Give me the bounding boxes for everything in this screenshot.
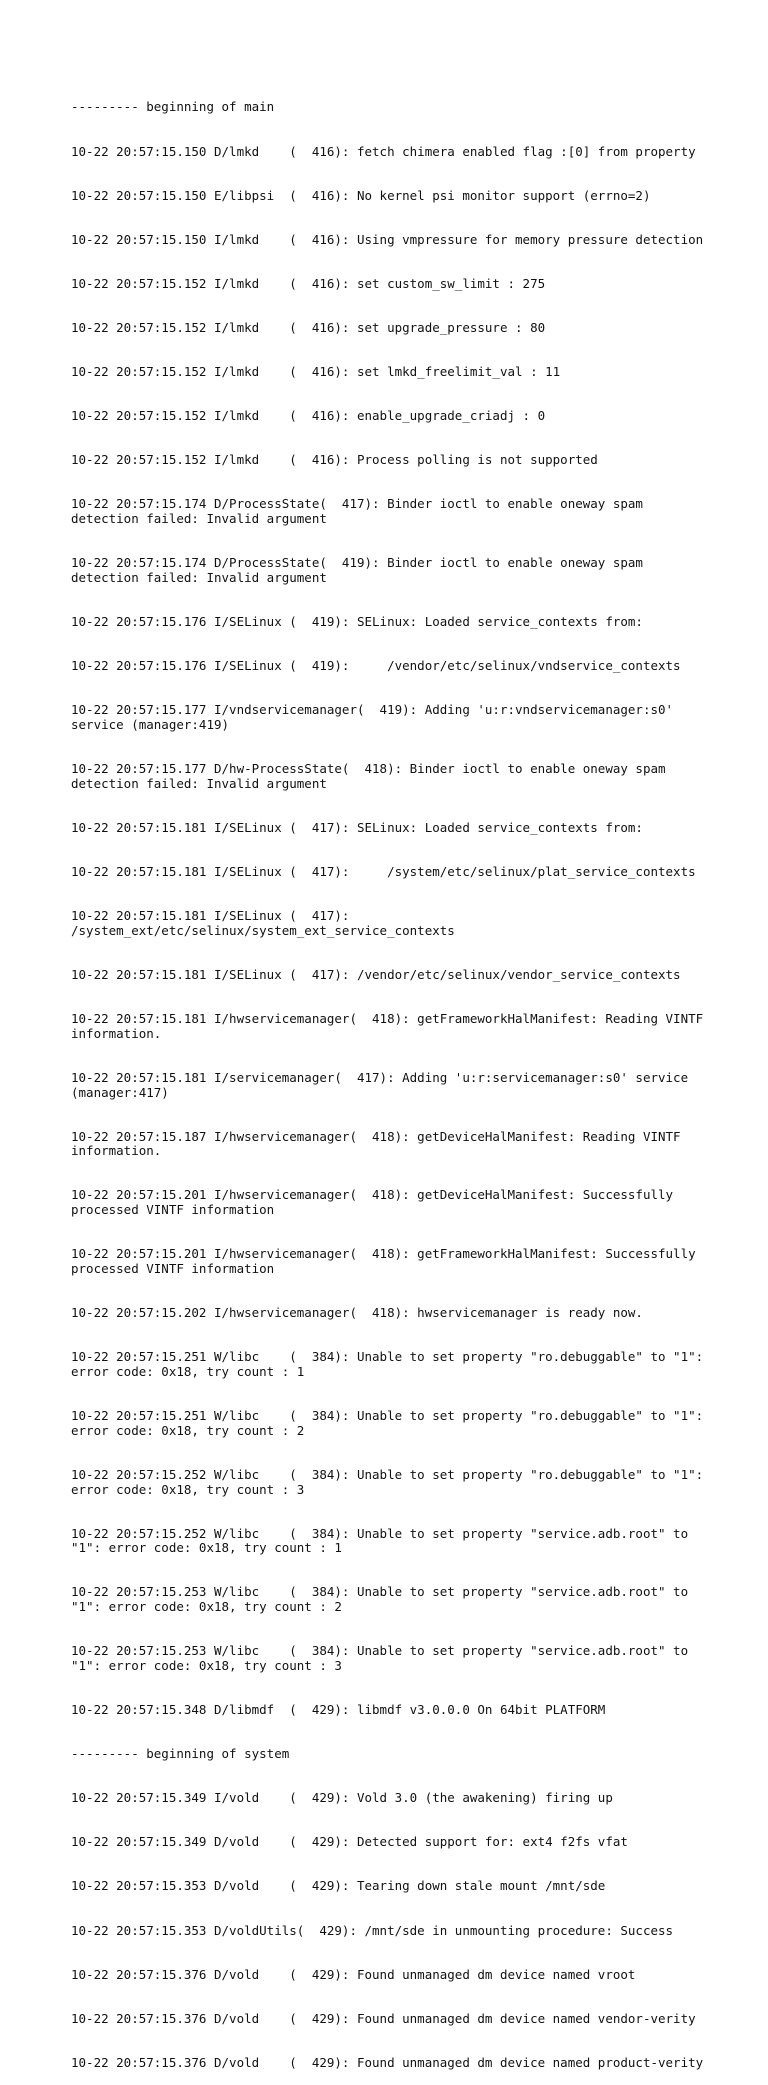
log-line: 10-22 20:57:15.181 I/servicemanager( 417): Adding 'u:r:servicemanager:s0' service (manager:417) xyxy=(71,1069,696,1100)
log-separator: --------- beginning of system xyxy=(71,1746,290,1762)
log-line: 10-22 20:57:15.174 D/ProcessState( 419): Binder ioctl to enable oneway spam detection failed: Invalid argument xyxy=(71,555,651,585)
log-line: 10-22 20:57:15.150 E/libpsi ( 416): No kernel psi monitor support (errno=2) xyxy=(71,187,651,203)
log-line: 10-22 20:57:15.177 D/hw-ProcessState( 418): Binder ioctl to enable oneway spam detection failed: Invalid argument xyxy=(71,761,674,791)
log-line: 10-22 20:57:15.251 W/libc ( 384): Unable to set property "ro.debuggable" to "1": error code: 0x18, try count : 2 xyxy=(71,1407,711,1438)
log-line: 10-22 20:57:15.353 D/voldUtils( 429): /mnt/sde in unmounting procedure: Success xyxy=(71,1922,674,1938)
log-line: 10-22 20:57:15.152 I/lmkd ( 416): set lmkd_freelimit_val : 11 xyxy=(71,364,561,380)
log-line: 10-22 20:57:15.181 I/SELinux ( 417): /system/etc/selinux/plat_service_contexts xyxy=(71,863,696,879)
log-line: 10-22 20:57:15.150 D/lmkd ( 416): fetch chimera enabled flag :[0] from property xyxy=(71,143,696,159)
log-line: 10-22 20:57:15.252 W/libc ( 384): Unable to set property "ro.debuggable" to "1": error code: 0x18, try count : 3 xyxy=(71,1466,711,1497)
log-line: 10-22 20:57:15.376 D/vold ( 429): Found unmanaged dm device named vendor-verity xyxy=(71,2010,696,2026)
log-line: 10-22 20:57:15.152 I/lmkd ( 416): set upgrade_pressure : 80 xyxy=(71,319,546,335)
log-line: 10-22 20:57:15.176 I/SELinux ( 419): /vendor/etc/selinux/vndservice_contexts xyxy=(71,658,681,674)
log-line: 10-22 20:57:15.181 I/SELinux ( 417): /vendor/etc/selinux/vendor_service_contexts xyxy=(71,966,681,982)
log-output xyxy=(71,71,711,2085)
log-line: 10-22 20:57:15.181 I/SELinux ( 417): SELinux: Loaded service_contexts from: xyxy=(71,819,643,835)
log-line: 10-22 20:57:15.252 W/libc ( 384): Unable to set property "service.adb.root" to "1": error code: 0x18, try count : 1 xyxy=(71,1525,696,1556)
log-line: 10-22 20:57:15.152 I/lmkd ( 416): enable_upgrade_criadj : 0 xyxy=(71,408,546,424)
log-line: 10-22 20:57:15.177 I/vndservicemanager( 419): Adding 'u:r:vndservicemanager:s0' service (manager:419) xyxy=(71,702,681,732)
log-line: 10-22 20:57:15.174 D/ProcessState( 417): Binder ioctl to enable oneway spam detection failed: Invalid argument xyxy=(71,496,651,527)
log-line: 10-22 20:57:15.201 I/hwservicemanager( 418): getFrameworkHalManifest: Successfully processed VINTF information xyxy=(71,1246,704,1276)
log-line: 10-22 20:57:15.253 W/libc ( 384): Unable to set property "service.adb.root" to "1": error code: 0x18, try count : 3 xyxy=(71,1643,696,1673)
log-line: 10-22 20:57:15.152 I/lmkd ( 416): Process polling is not supported xyxy=(71,452,598,468)
log-line: 10-22 20:57:15.253 W/libc ( 384): Unable to set property "service.adb.root" to "1": error code: 0x18, try count : 2 xyxy=(71,1584,696,1615)
log-line: 10-22 20:57:15.187 I/hwservicemanager( 418): getDeviceHalManifest: Reading VINTF information. xyxy=(71,1128,689,1159)
log-line: 10-22 20:57:15.152 I/lmkd ( 416): set custom_sw_limit : 275 xyxy=(71,275,546,291)
log-line: 10-22 20:57:15.349 I/vold ( 429): Vold 3.0 (the awakening) firing up xyxy=(71,1790,613,1806)
log-line: 10-22 20:57:15.376 D/vold ( 429): Found unmanaged dm device named vroot xyxy=(71,1966,636,1982)
log-line: 10-22 20:57:15.348 D/libmdf ( 429): libmdf v3.0.0.0 On 64bit PLATFORM xyxy=(71,1702,606,1718)
log-line: 10-22 20:57:15.201 I/hwservicemanager( 418): getDeviceHalManifest: Successfully processed VINTF information xyxy=(71,1187,681,1218)
log-line: 10-22 20:57:15.150 I/lmkd ( 416): Using vmpressure for memory pressure detection xyxy=(71,231,704,247)
log-line: 10-22 20:57:15.202 I/hwservicemanager( 418): hwservicemanager is ready now. xyxy=(71,1305,643,1321)
log-line: 10-22 20:57:15.376 D/vold ( 429): Found unmanaged dm device named product-verity xyxy=(71,2054,704,2070)
log-separator: --------- beginning of main xyxy=(71,99,275,115)
log-line: 10-22 20:57:15.181 I/hwservicemanager( 418): getFrameworkHalManifest: Reading VINTF information. xyxy=(71,1011,711,1041)
log-line: 10-22 20:57:15.251 W/libc ( 384): Unable to set property "ro.debuggable" to "1": error code: 0x18, try count : 1 xyxy=(71,1349,711,1379)
log-line: 10-22 20:57:15.349 D/vold ( 429): Detected support for: ext4 f2fs vfat xyxy=(71,1834,628,1850)
log-line: 10-22 20:57:15.353 D/vold ( 429): Tearing down stale mount /mnt/sde xyxy=(71,1878,606,1894)
log-line: 10-22 20:57:15.176 I/SELinux ( 419): SELinux: Loaded service_contexts from: xyxy=(71,614,643,630)
log-line: 10-22 20:57:15.181 I/SELinux ( 417): /system_ext/etc/selinux/system_ext_service_contexts xyxy=(71,908,455,938)
